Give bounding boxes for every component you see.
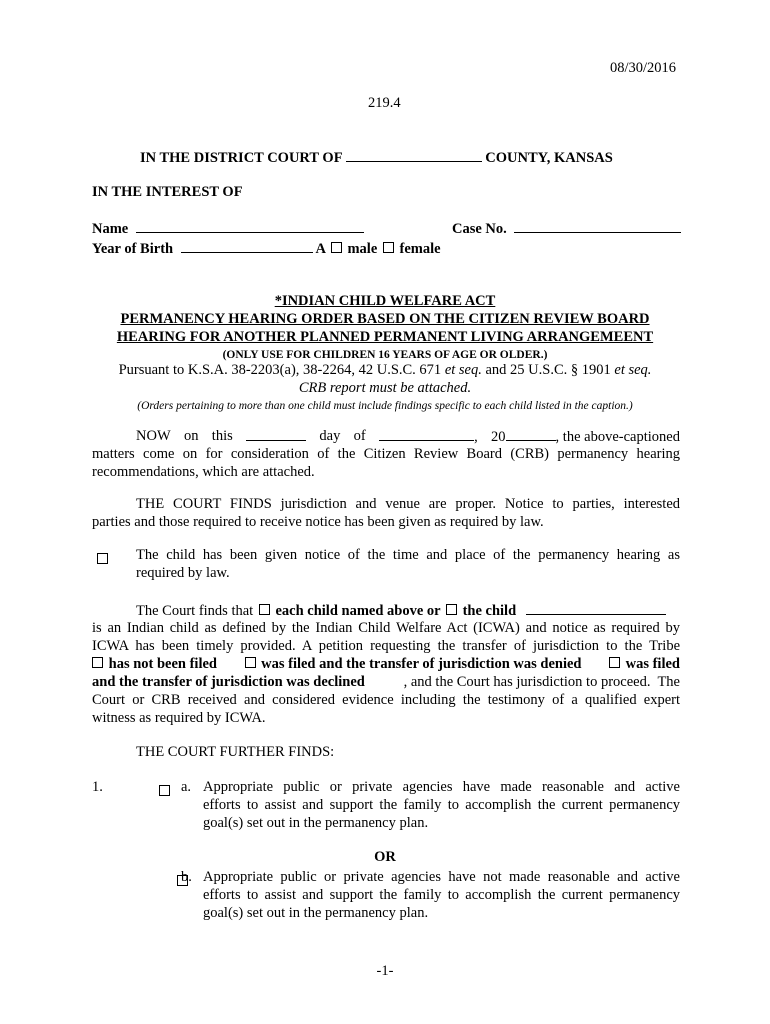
crb-note: CRB report must be attached. — [298, 380, 472, 396]
now-word: this — [211, 428, 233, 444]
indian-line-4 — [92, 655, 680, 673]
form-number: 219.4 — [368, 95, 401, 111]
indian-text: was filed — [621, 656, 680, 672]
finds-line-1: THE COURT FINDS jurisdiction and venue are proper. Notice to parties, interested — [136, 496, 680, 512]
pursuant-text-a: Pursuant to K.S.A. 38-2203(a), 38-2264, 42 U.S.C. 671 — [118, 362, 445, 378]
indian-text: and the transfer of jurisdiction was declined — [92, 674, 365, 690]
indian-text: the child — [458, 603, 517, 619]
case-row — [452, 219, 681, 238]
a-label: A — [315, 241, 326, 257]
yob-row — [92, 239, 441, 258]
finds-paragraph — [92, 495, 680, 531]
item-1a-line: goal(s) set out in the permanency plan. — [203, 815, 429, 831]
pursuant-line — [0, 361, 770, 379]
page-number: -1- — [376, 963, 394, 979]
pursuant-etseq-1: et seq. — [444, 362, 482, 378]
now-word: of — [353, 428, 366, 444]
form-date: 08/30/2016 — [610, 60, 677, 76]
year-blank[interactable] — [506, 427, 556, 441]
now-word: , — [474, 429, 478, 445]
month-blank[interactable] — [379, 427, 474, 441]
now-word: 20 — [491, 429, 506, 445]
name-row — [92, 219, 364, 238]
item-1b-line: goal(s) set out in the permanency plan. — [203, 905, 429, 921]
now-word: day — [319, 428, 341, 444]
item-1a-text — [203, 778, 680, 832]
now-word: , the above-captioned — [555, 429, 680, 445]
yob-label: Year of Birth — [92, 241, 174, 257]
male-checkbox[interactable] — [331, 242, 342, 253]
indian-text: each child named above or — [271, 603, 444, 619]
item-1b-letter: b. — [181, 869, 192, 885]
court-prefix: IN THE DISTRICT COURT OF — [140, 150, 343, 166]
pursuant-etseq-2: et seq. — [614, 362, 652, 378]
now-line-2: matters come on for consideration of the Citizen Review Board (CRB) permanency hearing — [92, 446, 680, 462]
item-1a-checkbox[interactable] — [159, 785, 170, 796]
or-separator: OR — [374, 849, 396, 865]
court-suffix: COUNTY, KANSAS — [485, 150, 613, 166]
title-line-3: HEARING FOR ANOTHER PLANNED PERMANENT LIVING ARRANGEMEENT — [116, 329, 654, 345]
indian-text: The Court finds that — [136, 603, 257, 619]
not-filed-checkbox[interactable] — [92, 657, 103, 668]
item-1a-line: Appropriate public or private agencies have made reasonable and active — [203, 779, 680, 795]
child-name-blank[interactable] — [526, 601, 666, 615]
notice-checkbox[interactable] — [97, 553, 108, 564]
indian-text: has not been filed — [105, 656, 217, 672]
filed-denied-checkbox[interactable] — [245, 657, 256, 668]
title-line-1: *INDIAN CHILD WELFARE ACT — [274, 293, 496, 309]
pursuant-text-b: and 25 U.S.C. § 1901 — [481, 362, 615, 378]
item-1a-line: efforts to assist and support the family to accomplish the current permanency — [203, 797, 680, 813]
male-label: male — [347, 241, 378, 257]
female-checkbox[interactable] — [383, 242, 394, 253]
notice-item — [136, 546, 680, 582]
court-line — [140, 148, 613, 167]
item-1a-letter: a. — [181, 779, 192, 795]
now-paragraph — [92, 427, 680, 481]
indian-line-3: ICWA has been timely provided. A petition requesting the transfer of jurisdiction to the Tribe — [92, 638, 680, 654]
indian-line-6: Court or CRB received and considered evidence including the testimony of a qualified expert — [92, 692, 680, 708]
now-word: on — [183, 428, 199, 444]
name-blank[interactable] — [136, 219, 364, 233]
interest-heading: IN THE INTEREST OF — [92, 184, 243, 200]
indian-paragraph — [92, 601, 680, 727]
indian-line-1 — [92, 601, 680, 619]
county-blank[interactable] — [346, 148, 482, 162]
indian-line-2: is an Indian child as defined by the Indian Child Welfare Act (ICWA) and notice as required by — [92, 620, 680, 636]
item-1b-line: Appropriate public or private agencies have not made reasonable and active — [203, 869, 680, 885]
now-line-3: recommendations, which are attached. — [92, 464, 315, 480]
indian-text: , and the Court has jurisdiction to proceed. The — [403, 674, 680, 690]
finds-line-2: parties and those required to receive notice has been given as required by law. — [92, 514, 544, 530]
name-label: Name — [92, 221, 129, 237]
each-child-checkbox[interactable] — [259, 604, 270, 615]
item-1b-text — [203, 868, 680, 922]
filed-declined-checkbox[interactable] — [609, 657, 620, 668]
case-number-blank[interactable] — [514, 219, 681, 233]
item-1b-line: efforts to assist and support the family to accomplish the current permanency — [203, 887, 680, 903]
yob-blank[interactable] — [181, 239, 313, 253]
title-line-2: PERMANENCY HEARING ORDER BASED ON THE CITIZEN REVIEW BOARD — [120, 311, 650, 327]
notice-line-1: The child has been given notice of the time and place of the permanency hearing as — [136, 547, 680, 563]
indian-line-5 — [92, 673, 680, 691]
title-line-4: (ONLY USE FOR CHILDREN 16 YEARS OF AGE OR OLDER.) — [222, 349, 548, 361]
now-line-1 — [92, 427, 680, 445]
female-label: female — [399, 241, 441, 257]
further-finds-heading: THE COURT FURTHER FINDS: — [136, 744, 335, 760]
now-word: NOW — [136, 428, 171, 444]
day-blank[interactable] — [246, 427, 306, 441]
notice-line-2: required by law. — [136, 565, 230, 581]
orders-note: (Orders pertaining to more than one child must include findings specific to each child listed in the caption.) — [137, 400, 633, 412]
indian-line-7: witness as required by ICWA. — [92, 710, 266, 726]
the-child-checkbox[interactable] — [446, 604, 457, 615]
indian-text: was filed and the transfer of jurisdiction was denied — [257, 656, 582, 672]
item-1-number: 1. — [92, 779, 103, 795]
case-label: Case No. — [452, 221, 507, 237]
